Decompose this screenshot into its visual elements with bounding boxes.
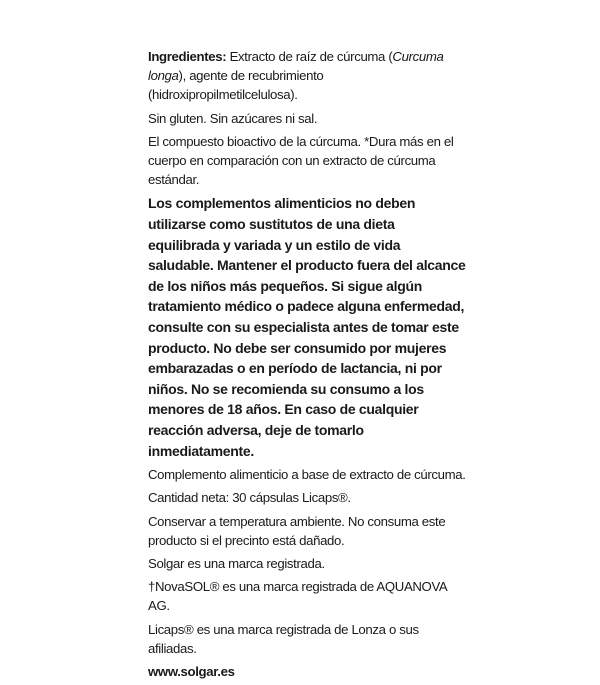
storage-instructions: Conservar a temperatura ambiente. No consuma este producto si el precinto está dañado. — [148, 513, 446, 548]
product-description: Complemento alimenticio a base de extracto de cúrcuma. — [148, 467, 466, 483]
warning-text: Los complementos alimenticios no deben utilizarse como sustitutos de una dieta equilibrada y variada y un estilo de vida saludable. Mantener el producto fuera del alcance de los niños más pequeños. Si sigue algún tratamiento médico o padece alguna enfermedad, consulte con su especialista antes de tomar este producto. No debe ser consumido por mujeres embarazadas o en período de lactancia, ni por niños. No se recomienda su consumo a los menores de 18 años. En caso de cualquier reacción adversa, deje de tomarlo inmediatamente. — [148, 195, 466, 459]
ingredients-latin-name: Curcuma longa — [148, 49, 444, 84]
trademark-licaps: Licaps® es una marca registrada de Lonza o sus afiliadas. — [148, 621, 419, 656]
bioactive-note: El compuesto bioactivo de la cúrcuma. *Dura más en el cuerpo en comparación con un extracto de cúrcuma estándar. — [148, 133, 454, 188]
ingredients-heading: Ingredientes: — [148, 49, 227, 64]
website-link[interactable]: www.solgar.es — [148, 663, 235, 679]
free-from-statement: Sin gluten. Sin azúcares ni sal. — [148, 110, 318, 126]
trademark-solgar: Solgar es una marca registrada. — [148, 555, 325, 571]
ingredients-section — [148, 47, 468, 105]
ingredients-text-after: ), agente de recubrimiento (hidroxipropilmetilcelulosa). — [148, 68, 324, 103]
net-quantity: Cantidad neta: 30 cápsulas Licaps®. — [148, 490, 351, 506]
product-label — [148, 47, 468, 685]
trademark-novasol: †NovaSOL® es una marca registrada de AQUANOVA AG. — [148, 579, 447, 614]
ingredients-text-before: Extracto de raíz de cúrcuma ( — [226, 49, 393, 64]
